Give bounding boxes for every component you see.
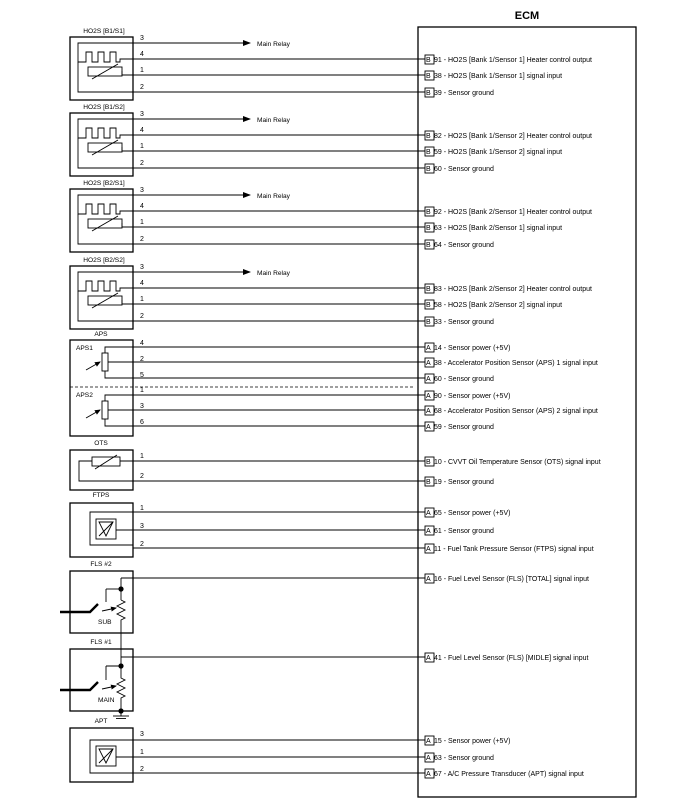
sensor-wiring xyxy=(78,291,133,321)
connection-label: 11 - Fuel Tank Pressure Sensor (FTPS) signal input xyxy=(434,546,594,553)
sensor-box xyxy=(70,113,133,176)
pin: 3 xyxy=(140,523,144,530)
pin: 4 xyxy=(140,51,144,58)
apt-sensor xyxy=(70,718,584,782)
terminal-letter: A xyxy=(426,738,431,745)
pin: 2 xyxy=(140,160,144,167)
sensor-box xyxy=(70,189,133,252)
ecm-title: ECM xyxy=(514,10,540,22)
terminal-letter: A xyxy=(426,510,431,517)
sensor-box xyxy=(70,266,133,329)
ots-sensor xyxy=(70,440,601,490)
terminal-letter: A xyxy=(426,376,431,383)
connection-label: 67 - A/C Pressure Transducer (APT) signal input xyxy=(434,771,584,778)
pin: 2 xyxy=(140,766,144,773)
terminal-letter: B xyxy=(426,286,431,293)
pin: 1 xyxy=(140,67,144,74)
sensor-title: APS xyxy=(94,331,108,338)
connection-label: 60 - Sensor ground xyxy=(434,166,494,173)
terminal-letter: B xyxy=(426,90,431,97)
terminal-letter: A xyxy=(426,424,431,431)
relay-pin: 3 xyxy=(140,264,144,271)
terminal-letter: A xyxy=(426,655,431,662)
terminal-letter: B xyxy=(426,57,431,64)
connection-label: 19 - Sensor ground xyxy=(434,479,494,486)
heater-element-symbol xyxy=(78,119,133,138)
connection-label: 16 - Fuel Level Sensor (FLS) [TOTAL] signal input xyxy=(434,576,589,583)
connection-label: 41 - Fuel Level Sensor (FLS) [MIDLE] signal input xyxy=(434,655,589,662)
sensor-title: OTS xyxy=(94,440,108,447)
connection-label: 14 - Sensor power (+5V) xyxy=(434,345,511,352)
terminal-letter: A xyxy=(426,360,431,367)
pin: 4 xyxy=(140,340,144,347)
terminal-letter: B xyxy=(426,133,431,140)
terminal-letter: A xyxy=(426,771,431,778)
sensor-wiring xyxy=(78,62,133,92)
float-arm-symbol xyxy=(60,682,98,690)
terminal-letter: A xyxy=(426,345,431,352)
terminal-letter: A xyxy=(426,408,431,415)
terminal-letter: B xyxy=(426,149,431,156)
ho2s-b2s1-sensor xyxy=(70,180,592,252)
terminal-letter: B xyxy=(426,459,431,466)
sensor-title: FTPS xyxy=(92,492,110,499)
terminal-letter: B xyxy=(426,302,431,309)
ho2s-b1s2-sensor xyxy=(70,104,592,176)
sub-label: SUB xyxy=(98,619,112,626)
sensor-title: HO2S [B1/S1] xyxy=(83,28,125,35)
relay-label: Main Relay xyxy=(257,270,290,277)
connection-label: 59 - HO2S [Bank 1/Sensor 2] signal input xyxy=(434,149,563,156)
connection-label: 39 - Sensor ground xyxy=(434,90,494,97)
connection-label: 91 - HO2S [Bank 1/Sensor 1] Heater control output xyxy=(434,57,592,64)
sensor-wiring xyxy=(78,138,133,168)
resistor-symbol xyxy=(117,648,125,713)
pin: 1 xyxy=(140,505,144,512)
connection-label: 33 - Sensor ground xyxy=(434,319,494,326)
terminal-letter: B xyxy=(426,166,431,173)
relay-label: Main Relay xyxy=(257,117,290,124)
connection-label: 38 - HO2S [Bank 1/Sensor 1] signal input xyxy=(434,73,563,80)
sensor-title: APT xyxy=(94,718,108,725)
terminal-letter: B xyxy=(426,319,431,326)
relay-label: Main Relay xyxy=(257,41,290,48)
connection-label: 64 - Sensor ground xyxy=(434,242,494,249)
terminal-letter: A xyxy=(426,546,431,553)
heater-element-symbol xyxy=(78,195,133,214)
connection-label: 68 - Accelerator Position Sensor (APS) 2 signal input xyxy=(434,408,598,415)
connection-label: 63 - Sensor ground xyxy=(434,755,494,762)
sensor-box xyxy=(70,37,133,100)
potentiometer-symbol xyxy=(102,401,108,419)
pin: 5 xyxy=(140,372,144,379)
sensor-box xyxy=(70,340,133,436)
connection-label: 61 - Sensor ground xyxy=(434,528,494,535)
terminal-letter: B xyxy=(426,225,431,232)
connection-label: 60 - Sensor ground xyxy=(434,376,494,383)
ecm-connections-aps xyxy=(425,343,598,431)
connection-label: 83 - HO2S [Bank 2/Sensor 2] Heater control output xyxy=(434,286,592,293)
ecm-connections-ho2s-b1s1 xyxy=(425,55,592,97)
connection-label: 10 - CVVT Oil Temperature Sensor (OTS) signal input xyxy=(434,459,601,466)
pin: 6 xyxy=(140,419,144,426)
terminal-letter: A xyxy=(426,576,431,583)
ftps-sensor xyxy=(70,492,594,557)
pin: 1 xyxy=(140,749,144,756)
aps-sensor xyxy=(70,331,425,436)
pin: 1 xyxy=(140,143,144,150)
terminal-letter: B xyxy=(426,479,431,486)
terminal-letter: A xyxy=(426,393,431,400)
resistor-symbol xyxy=(117,600,125,648)
connection-label: 90 - Sensor power (+5V) xyxy=(434,393,511,400)
pin: 1 xyxy=(140,219,144,226)
terminal-letter: B xyxy=(426,242,431,249)
pin: 3 xyxy=(140,403,144,410)
heater-element-symbol xyxy=(78,272,133,291)
fls2-sensor xyxy=(60,561,589,648)
pin: 2 xyxy=(140,313,144,320)
sensor-title: HO2S [B1/S2] xyxy=(83,104,125,111)
connection-label: 82 - HO2S [Bank 1/Sensor 2] Heater control output xyxy=(434,133,592,140)
float-arm-symbol xyxy=(60,604,98,612)
pin: 2 xyxy=(140,473,144,480)
pin: 4 xyxy=(140,280,144,287)
ho2s-b1s1-sensor xyxy=(70,28,425,100)
relay-pin: 3 xyxy=(140,111,144,118)
pin: 1 xyxy=(140,387,144,394)
relay-pin: 3 xyxy=(140,187,144,194)
pin: 2 xyxy=(140,356,144,363)
pin: 1 xyxy=(140,453,144,460)
fls1-sensor xyxy=(60,639,589,719)
heater-element-symbol xyxy=(78,43,133,62)
relay-label: Main Relay xyxy=(257,193,290,200)
sensor-wiring xyxy=(78,214,133,244)
pin: 1 xyxy=(140,296,144,303)
connection-label: 58 - HO2S [Bank 2/Sensor 2] signal input xyxy=(434,302,563,309)
connection-label: 59 - Sensor ground xyxy=(434,424,494,431)
connection-label: 65 - Sensor power (+5V) xyxy=(434,510,511,517)
sensor-title: HO2S [B2/S2] xyxy=(83,257,125,264)
sensor-title: FLS #2 xyxy=(90,561,112,568)
potentiometer-symbol xyxy=(102,353,108,371)
aps1-label: APS1 xyxy=(76,345,93,352)
terminal-letter: B xyxy=(426,73,431,80)
relay-pin: 3 xyxy=(140,35,144,42)
main-label: MAIN xyxy=(98,697,115,704)
aps2-label: APS2 xyxy=(76,392,93,399)
connection-label: 15 - Sensor power (+5V) xyxy=(434,738,511,745)
pin: 2 xyxy=(140,84,144,91)
connection-label: 92 - HO2S [Bank 2/Sensor 1] Heater control output xyxy=(434,209,592,216)
terminal-letter: A xyxy=(426,755,431,762)
ho2s-b2s2-sensor xyxy=(70,257,592,329)
pin: 3 xyxy=(140,731,144,738)
terminal-letter: B xyxy=(426,209,431,216)
connection-label: 63 - HO2S [Bank 2/Sensor 1] signal input xyxy=(434,225,563,232)
pin: 4 xyxy=(140,127,144,134)
pin: 2 xyxy=(140,236,144,243)
sensor-title: FLS #1 xyxy=(90,639,112,646)
connection-label: 38 - Accelerator Position Sensor (APS) 1 signal input xyxy=(434,360,598,367)
sensor-title: HO2S [B2/S1] xyxy=(83,180,125,187)
pin: 2 xyxy=(140,541,144,548)
pin: 4 xyxy=(140,203,144,210)
terminal-letter: A xyxy=(426,528,431,535)
